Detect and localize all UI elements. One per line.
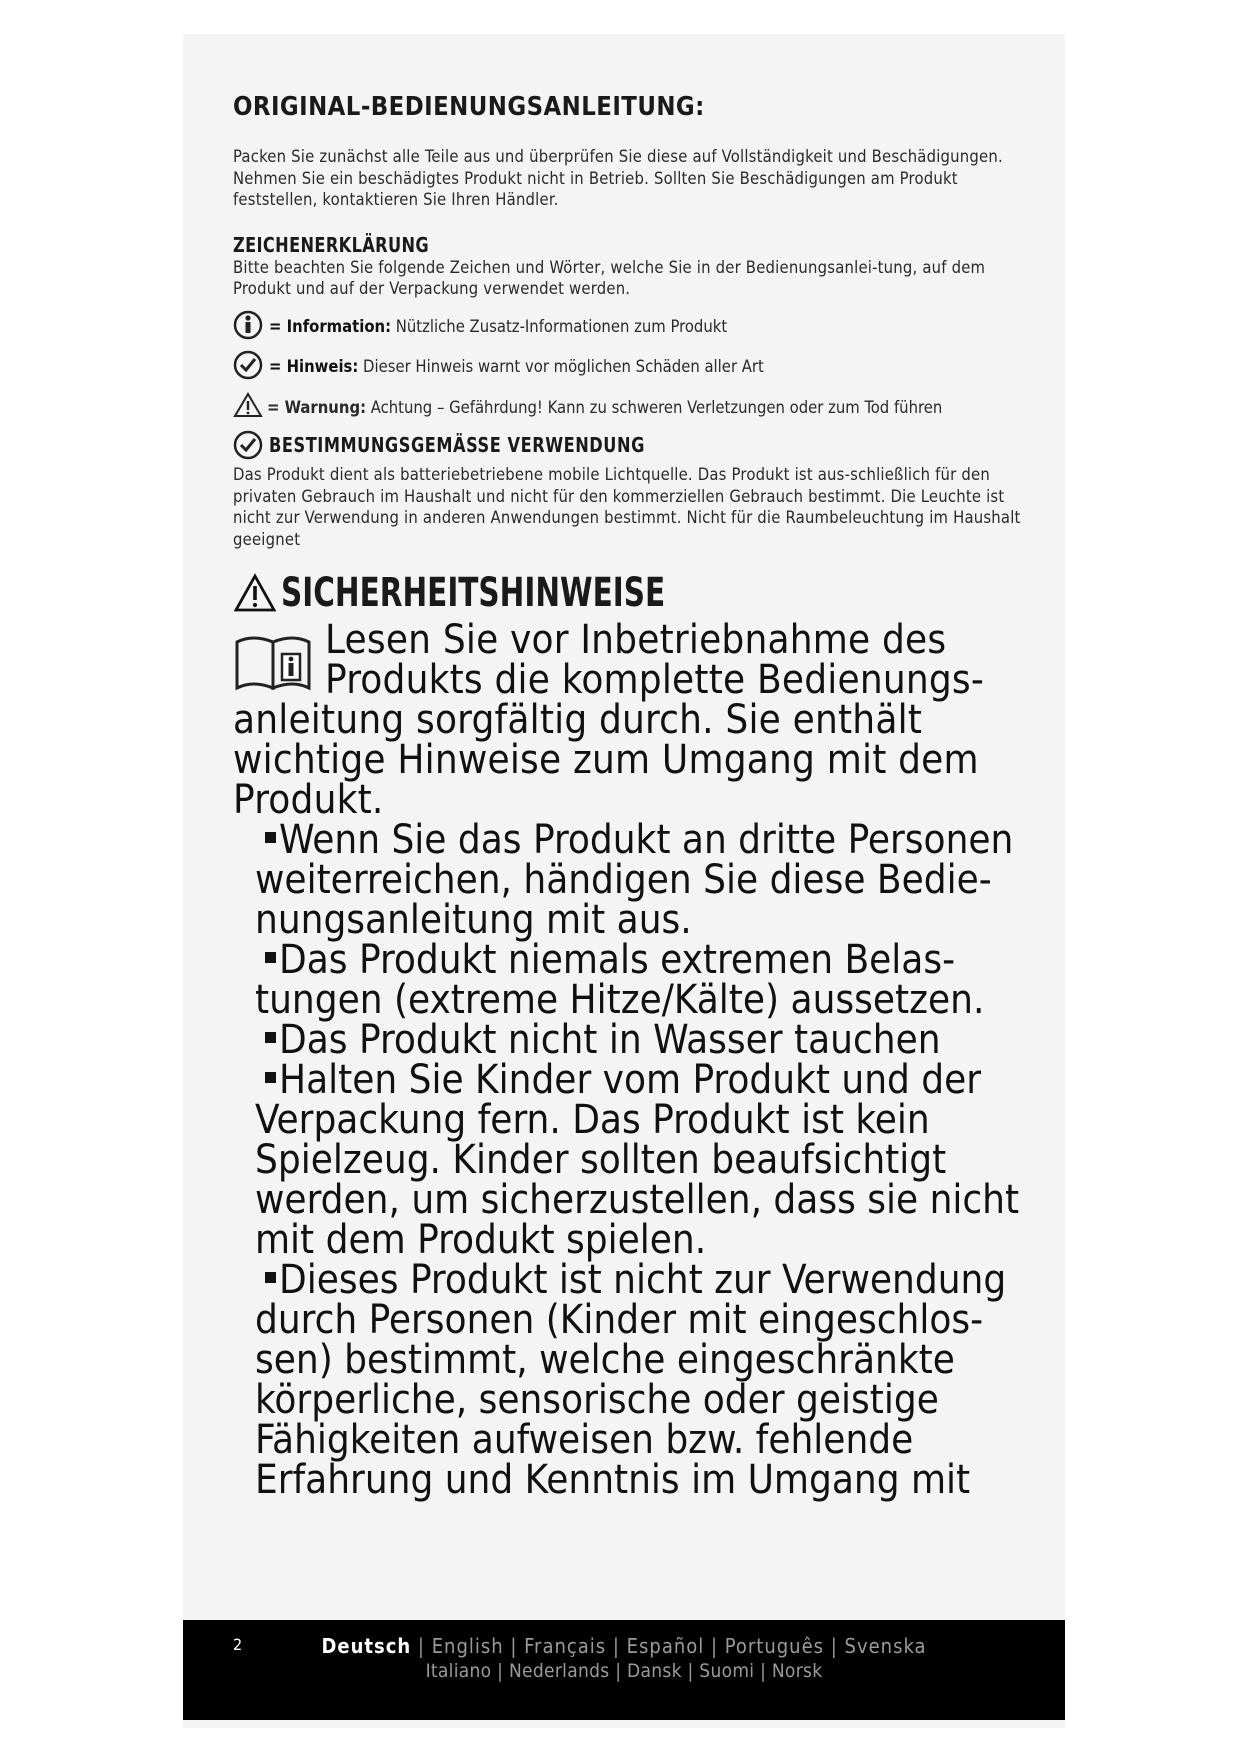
warning-icon xyxy=(233,573,277,613)
language-links-row-2[interactable]: Italiano | Nederlands | Dansk | Suomi | Norsk xyxy=(425,1660,823,1682)
bullet-square-icon xyxy=(265,1272,276,1283)
check-icon xyxy=(233,430,263,460)
read-manual-book-icon xyxy=(233,632,313,692)
legend-heading: ZEICHENERKLÄRUNG xyxy=(233,232,430,257)
intended-use-heading-row xyxy=(233,430,1033,460)
warning-icon xyxy=(233,392,263,418)
page-content xyxy=(233,92,1033,1503)
list-item: Das Produkt nicht in Wasser tauchen xyxy=(233,1020,1033,1060)
intended-use-text: Das Produkt dient als batteriebetriebene mobile Lichtquelle. Das Produkt ist aus-schließlich für den privaten Gebrauch im Haushalt und nicht für den kommerziellen Gebrauch bestimmt. Die Leuchte ist nicht zur Verwendung in anderen Anwendungen bestimmt. Nicht für die Raumbeleuchtung im Haushalt geeignet xyxy=(233,465,1021,549)
read-manual-block xyxy=(233,617,1033,823)
language-links-row-1[interactable]: | English | Français | Español | Português | Svenska xyxy=(411,1634,927,1658)
warning-label: = Warnung: xyxy=(267,397,367,417)
check-icon xyxy=(233,350,263,380)
intro-text: Packen Sie zunächst alle Teile aus und überprüfen Sie diese auf Vollständigkeit und Beschädigungen. Nehmen Sie ein beschädigtes Produkt nicht in Betrieb. Sollten Sie Beschädigungen am Produkt feststellen, kontaktieren Sie Ihren Händler. xyxy=(233,147,1003,209)
bullet-square-icon xyxy=(265,1032,276,1043)
info-legend-row xyxy=(233,310,1033,340)
note-label: = Hinweis: xyxy=(269,356,359,376)
page-number: 2 xyxy=(233,1635,243,1654)
safety-heading-row xyxy=(233,570,1033,616)
list-item: Das Produkt niemals extremen Belas-tungen (extreme Hitze/Kälte) aussetzen. xyxy=(255,937,985,1023)
warning-text: Achtung – Gefährdung! Kann zu schweren Verletzungen oder zum Tod führen xyxy=(370,397,943,417)
info-label: = Information: xyxy=(269,316,392,336)
bullet-square-icon xyxy=(265,952,276,963)
note-text: Dieser Hinweis warnt vor möglichen Schäden aller Art xyxy=(363,356,764,376)
info-icon xyxy=(233,310,263,340)
page-title: ORIGINAL-BEDIENUNGSANLEITUNG: xyxy=(233,92,705,122)
note-legend-row xyxy=(233,350,1033,380)
bullet-square-icon xyxy=(265,1072,276,1083)
legend-text: Bitte beachten Sie folgende Zeichen und Wörter, welche Sie in der Bedienungsanlei-tung, auf dem Produkt und auf der Verpackung verwendet werden. xyxy=(233,257,986,298)
intended-use-heading: BESTIMMUNGSGEMÄSSE VERWENDUNG xyxy=(269,433,645,457)
read-manual-text: Lesen Sie vor Inbetriebnahme des Produkts die komplette Bedienungs-anleitung sorgfältig durch. Sie enthält wichtige Hinweise zum Umgang mit dem Produkt. xyxy=(233,617,985,823)
list-item: Wenn Sie das Produkt an dritte Personen weiterreichen, händigen Sie diese Bedie-nungsanleitung mit aus. xyxy=(255,817,1014,943)
language-footer xyxy=(183,1620,1065,1720)
language-row-1 xyxy=(183,1634,1065,1658)
safety-bullet-list xyxy=(233,817,1033,1503)
bullet-square-icon xyxy=(265,832,276,843)
warning-legend-row xyxy=(233,392,1033,419)
current-language[interactable]: Deutsch xyxy=(321,1634,412,1658)
safety-heading: SICHERHEITSHINWEISE xyxy=(281,570,666,616)
list-item: Halten Sie Kinder vom Produkt und der Verpackung fern. Das Produkt ist kein Spielzeug. Kinder sollten beaufsichtigt werden, um sicherzustellen, dass sie nicht mit dem Produkt spielen. xyxy=(255,1057,1020,1263)
info-text: Nützliche Zusatz-Informationen zum Produkt xyxy=(395,316,728,336)
list-item: Dieses Produkt ist nicht zur Verwendung durch Personen (Kinder mit eingeschlos-sen) bestimmt, welche eingeschränkte körperliche, sensorische oder geistige Fähigkeiten aufweisen bzw. fehlende Erfahrung und Kenntnis im Umgang mit xyxy=(255,1257,1007,1503)
